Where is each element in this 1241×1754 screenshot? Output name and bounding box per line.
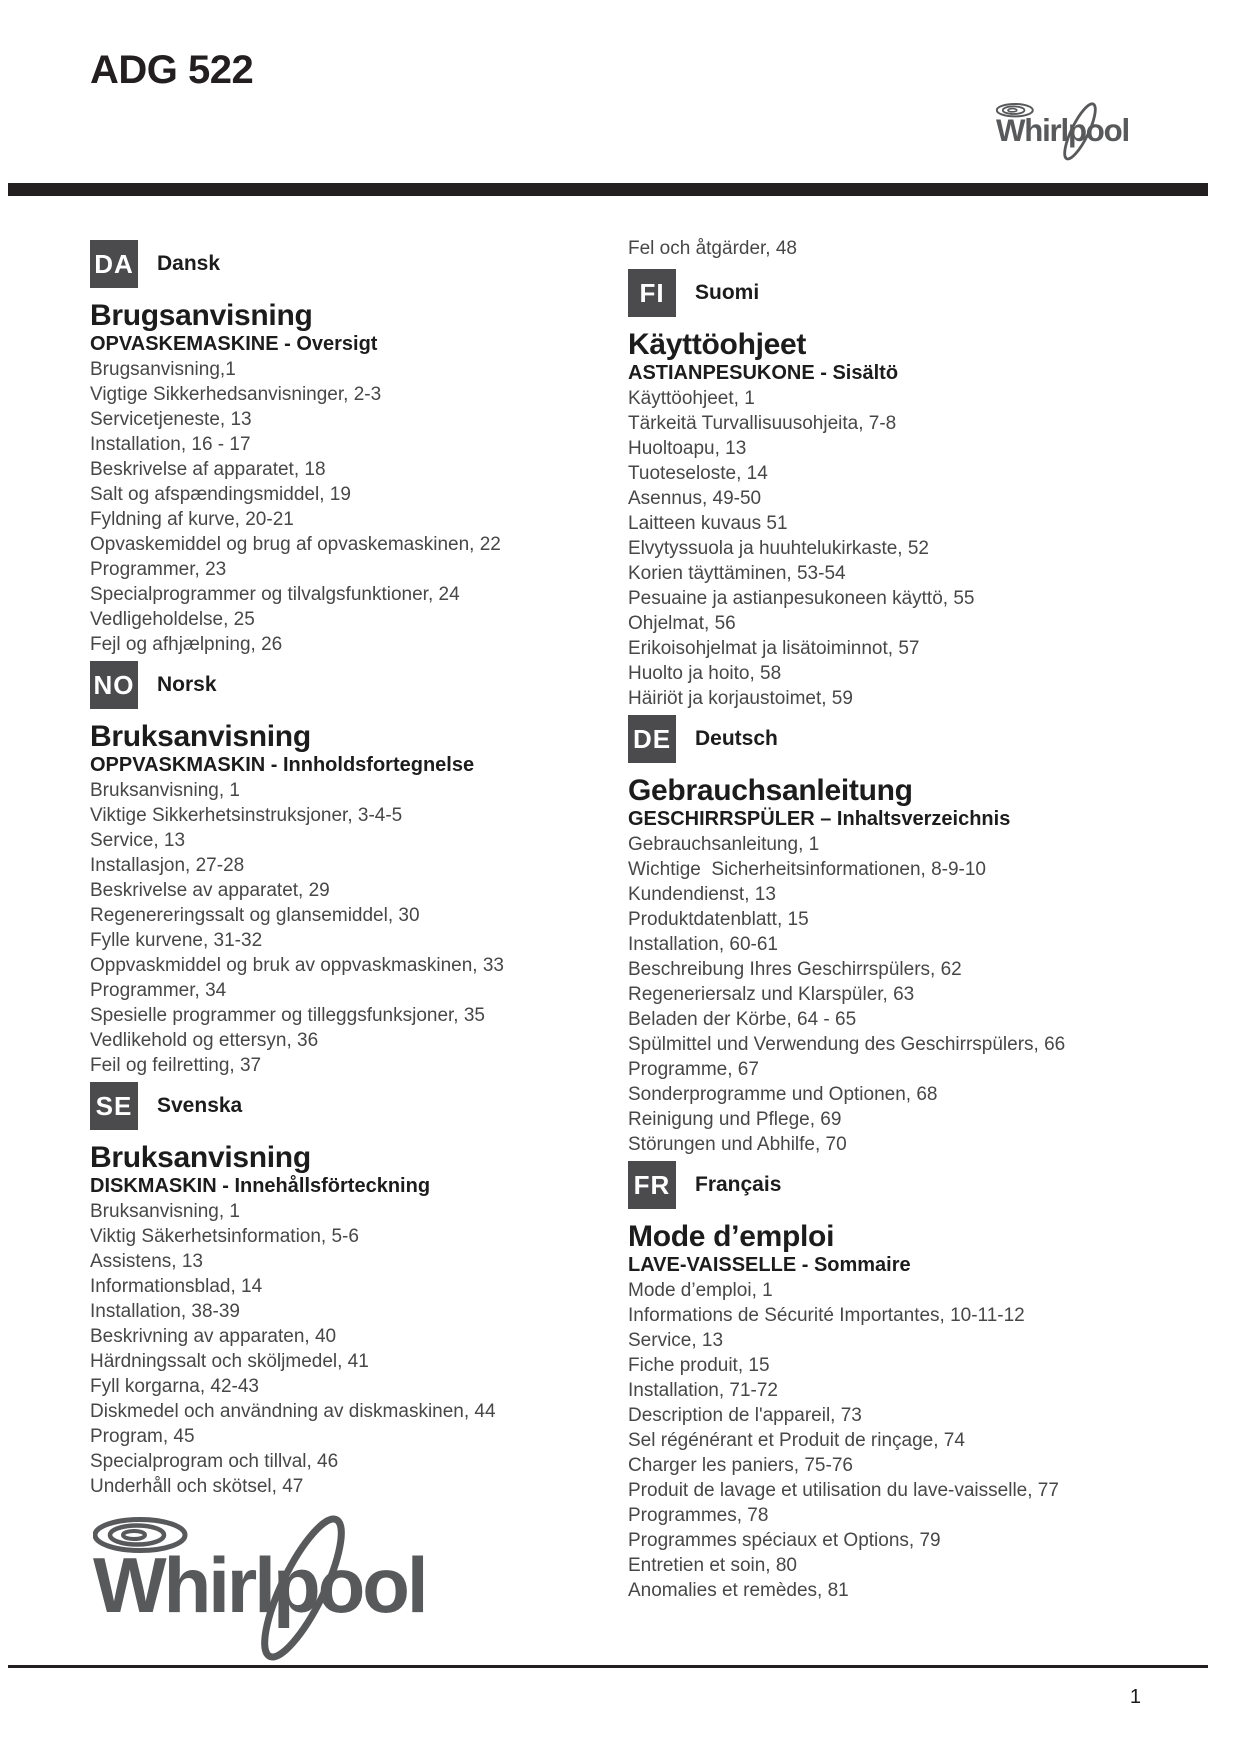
toc-item: Asennus, 49-50 — [628, 488, 762, 509]
language-badge-row — [628, 1161, 1218, 1209]
toc-item: Programmes, 78 — [628, 1505, 769, 1526]
toc-item: Programmer, 34 — [90, 980, 227, 1001]
toc-item: Mode d’emploi, 1 — [628, 1280, 773, 1301]
toc-item: Informationsblad, 14 — [90, 1276, 263, 1297]
toc-item: Sel régénérant et Produit de rinçage, 74 — [628, 1430, 965, 1451]
toc-item: Härdningssalt och sköljmedel, 41 — [90, 1351, 369, 1372]
left-column — [90, 236, 570, 1499]
toc-item: Fiche produit, 15 — [628, 1355, 770, 1376]
page-title: ADG 522 — [90, 48, 254, 92]
toc-item: Spesielle programmer og tilleggsfunksjoner, 35 — [90, 1005, 485, 1026]
section-title: Mode d’emploi — [628, 1220, 835, 1253]
language-name: Norsk — [157, 673, 217, 696]
language-section-se — [90, 1082, 570, 1499]
toc-item: Viktig Säkerhetsinformation, 5-6 — [90, 1226, 359, 1247]
language-name: Français — [695, 1173, 782, 1196]
language-badge-row — [90, 661, 570, 709]
toc-item: Programmer, 23 — [90, 559, 227, 580]
language-badge-row — [90, 1082, 570, 1130]
toc-item: Vedligeholdelse, 25 — [90, 609, 255, 630]
toc-list — [628, 386, 1218, 711]
toc-item: Elvytyssuola ja huuhtelukirkaste, 52 — [628, 538, 929, 559]
section-subtitle: OPPVASKMASKIN - Innholdsfortegnelse — [90, 754, 475, 776]
toc-item: Program, 45 — [90, 1426, 195, 1447]
language-section-da — [90, 240, 570, 657]
toc-item: Regenereringssalt og glansemiddel, 30 — [90, 905, 420, 926]
toc-item: Käyttöohjeet, 1 — [628, 388, 755, 409]
language-section-fi — [628, 269, 1218, 711]
toc-item: Feil og feilretting, 37 — [90, 1055, 262, 1076]
toc-item: Ohjelmat, 56 — [628, 613, 736, 634]
toc-item: Brugsanvisning,1 — [90, 359, 236, 380]
toc-list — [628, 832, 1218, 1157]
toc-item: Anomalies et remèdes, 81 — [628, 1580, 849, 1601]
toc-item: Oppvaskmiddel og bruk av oppvaskmaskinen, 33 — [90, 955, 505, 976]
section-subtitle: GESCHIRRSPÜLER – Inhaltsverzeichnis — [628, 808, 1011, 830]
language-name: Suomi — [695, 281, 760, 304]
toc-item: Reinigung und Pflege, 69 — [628, 1109, 842, 1130]
toc-item: Installation, 16 - 17 — [90, 434, 251, 455]
toc-item: Programmes spéciaux et Options, 79 — [628, 1530, 941, 1551]
toc-item: Specialprogram och tillval, 46 — [90, 1451, 339, 1472]
section-title: Gebrauchsanleitung — [628, 774, 913, 807]
language-code-badge: DE — [628, 715, 676, 763]
whirlpool-wordmark: Whirlpool — [93, 1541, 426, 1629]
whirlpool-wordmark: Whirlpool — [996, 113, 1129, 148]
language-badge-row — [90, 240, 570, 288]
toc-list — [90, 1199, 570, 1499]
toc-item: Wichtige Sicherheitsinformationen, 8-9-10 — [628, 859, 987, 880]
toc-item: Viktige Sikkerhetsinstruksjoner, 3-4-5 — [90, 805, 403, 826]
toc-item: Huolto ja hoito, 58 — [628, 663, 782, 684]
toc-item: Produktdatenblatt, 15 — [628, 909, 809, 930]
toc-item: Vedlikehold og ettersyn, 36 — [90, 1030, 319, 1051]
language-code-badge: NO — [90, 661, 138, 709]
language-section-no — [90, 661, 570, 1078]
toc-item: Beskrivelse af apparatet, 18 — [90, 459, 326, 480]
toc-item: Installasjon, 27-28 — [90, 855, 245, 876]
toc-item: Charger les paniers, 75-76 — [628, 1455, 853, 1476]
language-code-badge: FR — [628, 1161, 676, 1209]
toc-item: Fyldning af kurve, 20-21 — [90, 509, 294, 530]
section-subtitle: DISKMASKIN - Innehållsförteckning — [90, 1175, 431, 1197]
footer-divider-rule — [8, 1665, 1208, 1668]
toc-item: Fejl og afhjælpning, 26 — [90, 634, 283, 655]
toc-item: Gebrauchsanleitung, 1 — [628, 834, 820, 855]
toc-item: Beskrivning av apparaten, 40 — [90, 1326, 337, 1347]
header-divider-bar — [8, 183, 1208, 196]
toc-list — [90, 357, 570, 657]
language-section-fr — [628, 1161, 1218, 1603]
language-code-badge: FI — [628, 269, 676, 317]
toc-item: Kundendienst, 13 — [628, 884, 776, 905]
toc-item: Service, 13 — [90, 830, 186, 851]
toc-item: Servicetjeneste, 13 — [90, 409, 252, 430]
toc-item-se-continuation: Fel och åtgärder, 48 — [628, 238, 797, 259]
toc-item: Service, 13 — [628, 1330, 724, 1351]
toc-item: Bruksanvisning, 1 — [90, 1201, 240, 1222]
toc-item: Bruksanvisning, 1 — [90, 780, 240, 801]
toc-item: Diskmedel och användning av diskmaskinen, 44 — [90, 1401, 496, 1422]
section-title: Brugsanvisning — [90, 299, 313, 332]
toc-item: Installation, 71-72 — [628, 1380, 778, 1401]
toc-item: Fylle kurvene, 31-32 — [90, 930, 263, 951]
language-code-badge: SE — [90, 1082, 138, 1130]
toc-item: Vigtige Sikkerhedsanvisninger, 2-3 — [90, 384, 382, 405]
language-badge-row — [628, 269, 1218, 317]
toc-item: Beskrivelse av apparatet, 29 — [90, 880, 330, 901]
toc-item: Fyll korgarna, 42-43 — [90, 1376, 259, 1397]
toc-item: Entretien et soin, 80 — [628, 1555, 797, 1576]
section-title: Bruksanvisning — [90, 720, 311, 753]
right-column — [628, 236, 1218, 1603]
language-code-badge: DA — [90, 240, 138, 288]
language-section-de — [628, 715, 1218, 1157]
toc-item: Opvaskemiddel og brug af opvaskemaskinen, 22 — [90, 534, 501, 555]
toc-item: Laitteen kuvaus 51 — [628, 513, 788, 534]
toc-item: Sonderprogramme und Optionen, 68 — [628, 1084, 938, 1105]
toc-item: Underhåll och skötsel, 47 — [90, 1476, 304, 1497]
toc-item: Regeneriersalz und Klarspüler, 63 — [628, 984, 915, 1005]
section-subtitle: LAVE-VAISSELLE - Sommaire — [628, 1254, 911, 1276]
section-title: Bruksanvisning — [90, 1141, 311, 1174]
language-name: Svenska — [157, 1094, 243, 1117]
toc-item: Pesuaine ja astianpesukoneen käyttö, 55 — [628, 588, 975, 609]
toc-item: Häiriöt ja korjaustoimet, 59 — [628, 688, 853, 709]
section-subtitle: ASTIANPESUKONE - Sisältö — [628, 362, 899, 384]
whirlpool-logo-large — [93, 1462, 483, 1672]
toc-item: Tärkeitä Turvallisuusohjeita, 7-8 — [628, 413, 897, 434]
toc-item: Produit de lavage et utilisation du lave-vaisselle, 77 — [628, 1480, 1059, 1501]
toc-item: Installation, 60-61 — [628, 934, 778, 955]
toc-list — [628, 1278, 1218, 1603]
toc-item: Description de l'appareil, 73 — [628, 1405, 862, 1426]
toc-item: Beladen der Körbe, 64 - 65 — [628, 1009, 857, 1030]
toc-item: Korien täyttäminen, 53-54 — [628, 563, 846, 584]
toc-item: Erikoisohjelmat ja lisätoiminnot, 57 — [628, 638, 920, 659]
section-subtitle: OPVASKEMASKINE - Oversigt — [90, 333, 378, 355]
toc-item: Störungen und Abhilfe, 70 — [628, 1134, 847, 1155]
toc-item: Informations de Sécurité Importantes, 10-11-12 — [628, 1305, 1025, 1326]
toc-item: Programme, 67 — [628, 1059, 759, 1080]
toc-item: Tuoteseloste, 14 — [628, 463, 768, 484]
toc-item: Spülmittel und Verwendung des Geschirrspülers, 66 — [628, 1034, 1066, 1055]
page-number: 1 — [1129, 1686, 1141, 1708]
toc-item: Assistens, 13 — [90, 1251, 203, 1272]
toc-item: Salt og afspændingsmiddel, 19 — [90, 484, 351, 505]
toc-item: Installation, 38-39 — [90, 1301, 240, 1322]
section-title: Käyttöohjeet — [628, 328, 807, 361]
whirlpool-logo-small — [996, 81, 1152, 165]
language-name: Dansk — [157, 252, 221, 275]
language-badge-row — [628, 715, 1218, 763]
language-name: Deutsch — [695, 727, 778, 750]
toc-item: Specialprogrammer og tilvalgsfunktioner, 24 — [90, 584, 460, 605]
toc-item: Huoltoapu, 13 — [628, 438, 747, 459]
toc-list — [90, 778, 570, 1078]
toc-item: Beschreibung Ihres Geschirrspülers, 62 — [628, 959, 962, 980]
